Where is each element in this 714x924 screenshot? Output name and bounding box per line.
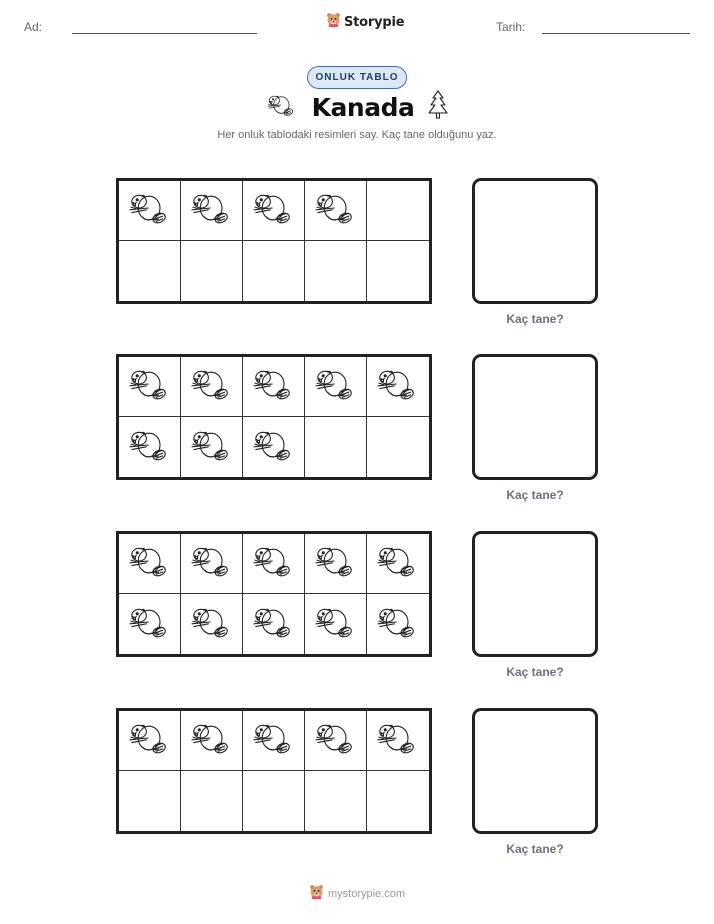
ten-frame-cell <box>243 534 305 594</box>
ten-frame <box>116 178 432 304</box>
bear-mascot-icon <box>326 12 341 32</box>
beaver-icon <box>251 425 297 470</box>
ten-frame-cell <box>305 181 367 241</box>
ten-frame-cell <box>367 357 429 417</box>
beaver-icon <box>189 364 235 409</box>
beaver-icon <box>127 718 173 763</box>
ten-frame-cell <box>367 771 429 831</box>
beaver-icon <box>189 541 235 586</box>
ten-frame <box>116 354 432 480</box>
ten-frame-cell <box>243 417 305 477</box>
beaver-icon <box>251 188 297 233</box>
bear-mascot-icon <box>309 884 324 904</box>
beaver-icon <box>127 541 173 586</box>
beaver-icon <box>375 541 421 586</box>
ten-frame-cell <box>119 417 181 477</box>
beaver-icon <box>313 364 359 409</box>
ten-frame-cell <box>367 711 429 771</box>
ten-frame-cell <box>243 594 305 654</box>
ten-frame-cell <box>119 534 181 594</box>
pine-tree-icon <box>428 90 448 125</box>
beaver-icon <box>313 541 359 586</box>
brand-name: Storypie <box>344 14 405 30</box>
ten-frame-cell <box>243 771 305 831</box>
ten-frame <box>116 531 432 657</box>
ten-frame-cell <box>367 241 429 301</box>
ten-frame-cell <box>181 417 243 477</box>
answer-label: Kaç tane? <box>506 842 564 856</box>
beaver-icon <box>251 364 297 409</box>
ten-frame-cell <box>119 357 181 417</box>
ten-frame-cell <box>305 711 367 771</box>
answer-box[interactable] <box>472 531 598 657</box>
ten-frame-cell <box>181 181 243 241</box>
instructions: Her onluk tablodaki resimleri say. Kaç tane olduğunu yaz. <box>217 129 497 141</box>
beaver-icon <box>189 188 235 233</box>
ten-frame-cell <box>243 357 305 417</box>
footer-url[interactable]: mystorypie.com <box>327 888 406 900</box>
ten-frame <box>116 708 432 834</box>
answer-box[interactable] <box>472 354 598 480</box>
beaver-icon <box>189 602 235 647</box>
ten-frame-cell <box>181 771 243 831</box>
answer-label: Kaç tane? <box>506 312 564 326</box>
beaver-icon <box>189 425 235 470</box>
name-line[interactable] <box>72 33 257 34</box>
date-label: Tarih: <box>496 20 526 34</box>
beaver-icon <box>127 602 173 647</box>
beaver-icon <box>127 364 173 409</box>
beaver-icon <box>313 602 359 647</box>
brand-logo <box>326 12 404 32</box>
ten-frame-cell <box>305 594 367 654</box>
beaver-icon <box>127 188 173 233</box>
ten-frame-cell <box>243 181 305 241</box>
ten-frame-cell <box>119 594 181 654</box>
name-label: Ad: <box>24 20 43 34</box>
ten-frame-cell <box>181 594 243 654</box>
ten-frame-cell <box>305 534 367 594</box>
title-row <box>0 90 714 125</box>
ten-frame-cell <box>367 534 429 594</box>
answer-box[interactable] <box>472 708 598 834</box>
ten-frame-cell <box>305 771 367 831</box>
beaver-icon <box>375 718 421 763</box>
ten-frame-cell <box>181 241 243 301</box>
beaver-icon <box>251 541 297 586</box>
beaver-icon <box>189 718 235 763</box>
answer-box[interactable] <box>472 178 598 304</box>
ten-frame-cell <box>181 357 243 417</box>
beaver-icon <box>251 602 297 647</box>
ten-frame-cell <box>367 594 429 654</box>
beaver-icon <box>375 602 421 647</box>
ten-frame-cell <box>305 241 367 301</box>
footer <box>0 884 714 904</box>
beaver-icon <box>266 91 298 124</box>
beaver-icon <box>313 188 359 233</box>
answer-label: Kaç tane? <box>506 665 564 679</box>
page-title: Kanada <box>311 93 415 122</box>
date-line[interactable] <box>542 33 690 34</box>
ten-frame-cell <box>367 417 429 477</box>
ten-frame-cell <box>181 534 243 594</box>
ten-frame-cell <box>119 711 181 771</box>
beaver-icon <box>313 718 359 763</box>
ten-frame-cell <box>305 417 367 477</box>
ten-frame-cell <box>367 181 429 241</box>
beaver-icon <box>127 425 173 470</box>
answer-label: Kaç tane? <box>506 488 564 502</box>
ten-frame-cell <box>243 711 305 771</box>
ten-frame-cell <box>243 241 305 301</box>
ten-frame-cell <box>181 711 243 771</box>
beaver-icon <box>251 718 297 763</box>
worksheet-type-badge: ONLUK TABLO <box>307 66 407 89</box>
ten-frame-cell <box>119 241 181 301</box>
ten-frame-cell <box>305 357 367 417</box>
ten-frame-cell <box>119 771 181 831</box>
beaver-icon <box>375 364 421 409</box>
ten-frame-cell <box>119 181 181 241</box>
